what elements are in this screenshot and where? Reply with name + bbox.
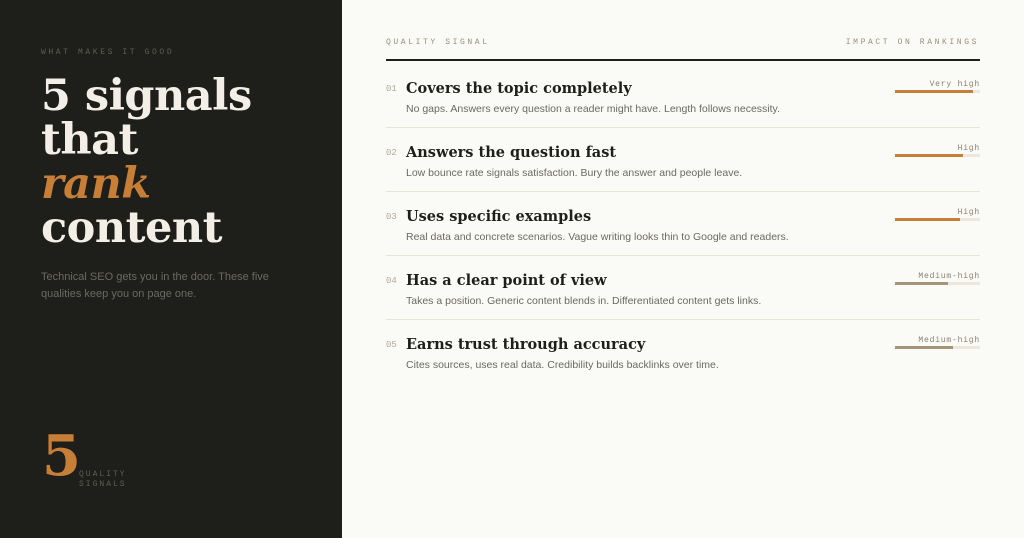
impact-bar-fill — [895, 282, 948, 285]
eyebrow-label: WHAT MAKES IT GOOD — [41, 48, 175, 57]
impact-bar — [895, 154, 980, 157]
page-title — [41, 71, 252, 253]
caption-line-2: SIGNALS — [79, 480, 127, 489]
headline-accent: rank — [41, 159, 151, 209]
row-index: 05 — [386, 340, 397, 350]
column-header-impact: IMPACT ON RANKINGS — [845, 38, 979, 47]
row-title: Answers the question fast — [406, 144, 617, 161]
impact-bar-fill — [895, 218, 960, 221]
caption-line-1: QUALITY — [79, 470, 127, 479]
impact-bar-fill — [895, 346, 953, 349]
header-divider — [386, 59, 980, 61]
row-title: Covers the topic completely — [406, 80, 632, 97]
left-panel — [0, 0, 342, 538]
row-description: No gaps. Answers every question a reader might have. Length follows necessity. — [406, 103, 780, 115]
table-row — [386, 128, 980, 192]
impact-label: Very high — [929, 80, 980, 89]
row-description: Cites sources, uses real data. Credibility builds backlinks over time. — [406, 359, 719, 371]
impact-bar-fill — [895, 154, 963, 157]
row-index: 04 — [386, 276, 397, 286]
impact-bar-fill — [895, 90, 973, 93]
row-title: Has a clear point of view — [406, 272, 607, 289]
signals-table — [342, 0, 1024, 538]
headline-line-4: content — [41, 203, 222, 253]
row-title: Earns trust through accuracy — [406, 336, 646, 353]
impact-label: High — [957, 208, 980, 217]
table-row — [386, 192, 980, 256]
row-description: Takes a position. Generic content blends in. Differentiated content gets links. — [406, 295, 762, 307]
row-description: Low bounce rate signals satisfaction. Bury the answer and people leave. — [406, 167, 743, 179]
headline-line-1: 5 signals — [41, 71, 252, 121]
impact-label: High — [957, 144, 980, 153]
table-row — [386, 256, 980, 320]
impact-bar — [895, 90, 980, 93]
table-row — [386, 64, 980, 128]
headline-line-2: that — [41, 115, 138, 165]
intro-text: Technical SEO gets you in the door. These five qualities keep you on page one. — [41, 271, 269, 300]
row-description: Real data and concrete scenarios. Vague writing looks thin to Google and readers. — [406, 231, 789, 243]
column-header-signal: QUALITY SIGNAL — [386, 38, 490, 47]
impact-bar — [895, 282, 980, 285]
row-index: 01 — [386, 84, 397, 94]
impact-label: Medium-high — [918, 336, 980, 345]
row-index: 03 — [386, 212, 397, 222]
row-title: Uses specific examples — [406, 208, 592, 225]
impact-bar — [895, 346, 980, 349]
row-index: 02 — [386, 148, 397, 158]
impact-bar — [895, 218, 980, 221]
table-row — [386, 320, 980, 384]
impact-label: Medium-high — [918, 272, 980, 281]
signal-count: 5 — [42, 423, 81, 489]
signal-count-caption — [79, 470, 127, 490]
